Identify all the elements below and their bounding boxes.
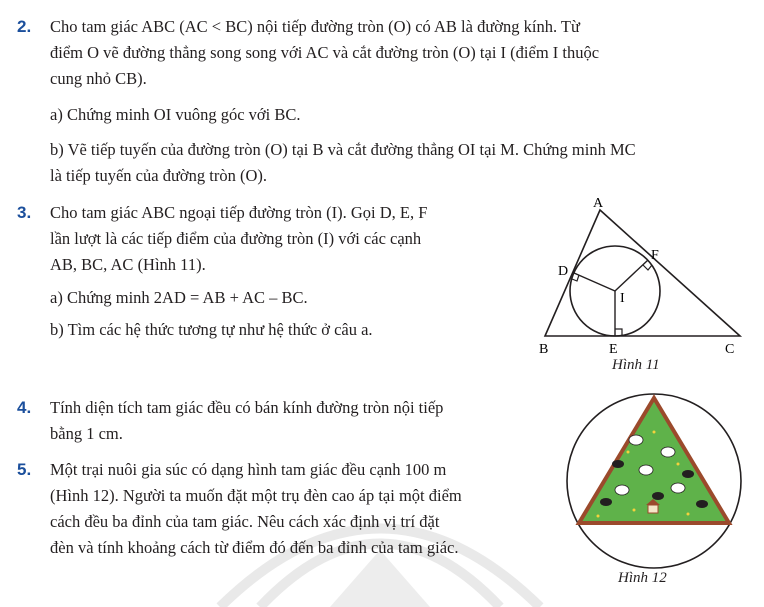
part-b: b) Tìm các hệ thức tương tự như hệ thức ở câu a. [50, 320, 373, 339]
label-d: D [558, 264, 569, 279]
label-i: I [620, 291, 625, 306]
figure-11-caption: Hình 11 [612, 357, 660, 373]
problem-text-line: (Hình 12). Người ta muốn đặt một trụ đèn cao áp tại một điểm [50, 486, 462, 505]
problem-text-line: cách đều ba đỉnh của tam giác. Nêu cách xác định vị trí đặt [50, 512, 440, 531]
part-b-line: b) Vẽ tiếp tuyến của đường tròn (O) tại B và cắt đường thẳng OI tại M. Chứng minh MC [50, 140, 636, 159]
problem-text-line: lần lượt là các tiếp điểm của đường tròn (I) với các cạnh [50, 229, 422, 248]
label-f: F [651, 248, 659, 263]
problem-text-line: AB, BC, AC (Hình 11). [50, 255, 206, 274]
problem-text-line: Một trại nuôi gia súc có dạng hình tam giác đều cạnh 100 m [50, 460, 447, 479]
problem-text-line: Cho tam giác ABC ngoại tiếp đường tròn (I). Gọi D, E, F [50, 203, 428, 222]
problem-number: 2. [17, 17, 32, 36]
part-a: a) Chứng minh OI vuông góc với BC. [50, 105, 301, 124]
part-b-line: là tiếp tuyến của đường tròn (O). [50, 166, 267, 185]
problem-text-line: bằng 1 cm. [50, 424, 123, 443]
problem-text-line: đèn và tính khoảng cách từ điểm đó đến ba đỉnh của tam giác. [50, 538, 459, 557]
problem-text-line: điểm O vẽ đường thẳng song song với AC và cắt đường tròn (O) tại I (điểm I thuộc [50, 43, 600, 62]
label-b: B [539, 342, 549, 357]
problem-text-line: Cho tam giác ABC (AC < BC) nội tiếp đường tròn (O) có AB là đường kính. Từ [50, 17, 580, 36]
label-c: C [725, 342, 735, 357]
figure-12-farm-illustration [558, 392, 752, 570]
part-a: a) Chứng minh 2AD = AB + AC – BC. [50, 288, 308, 307]
problem-number: 5. [17, 460, 32, 479]
figure-12-caption: Hình 12 [618, 570, 667, 586]
label-a: A [593, 196, 604, 211]
problem-number: 4. [17, 398, 32, 417]
problem-number: 3. [17, 203, 32, 222]
problem-text-line: cung nhỏ CB). [50, 69, 147, 88]
label-e: E [609, 342, 618, 357]
problem-text-line: Tính diện tích tam giác đều có bán kính đường tròn nội tiếp [50, 398, 444, 417]
